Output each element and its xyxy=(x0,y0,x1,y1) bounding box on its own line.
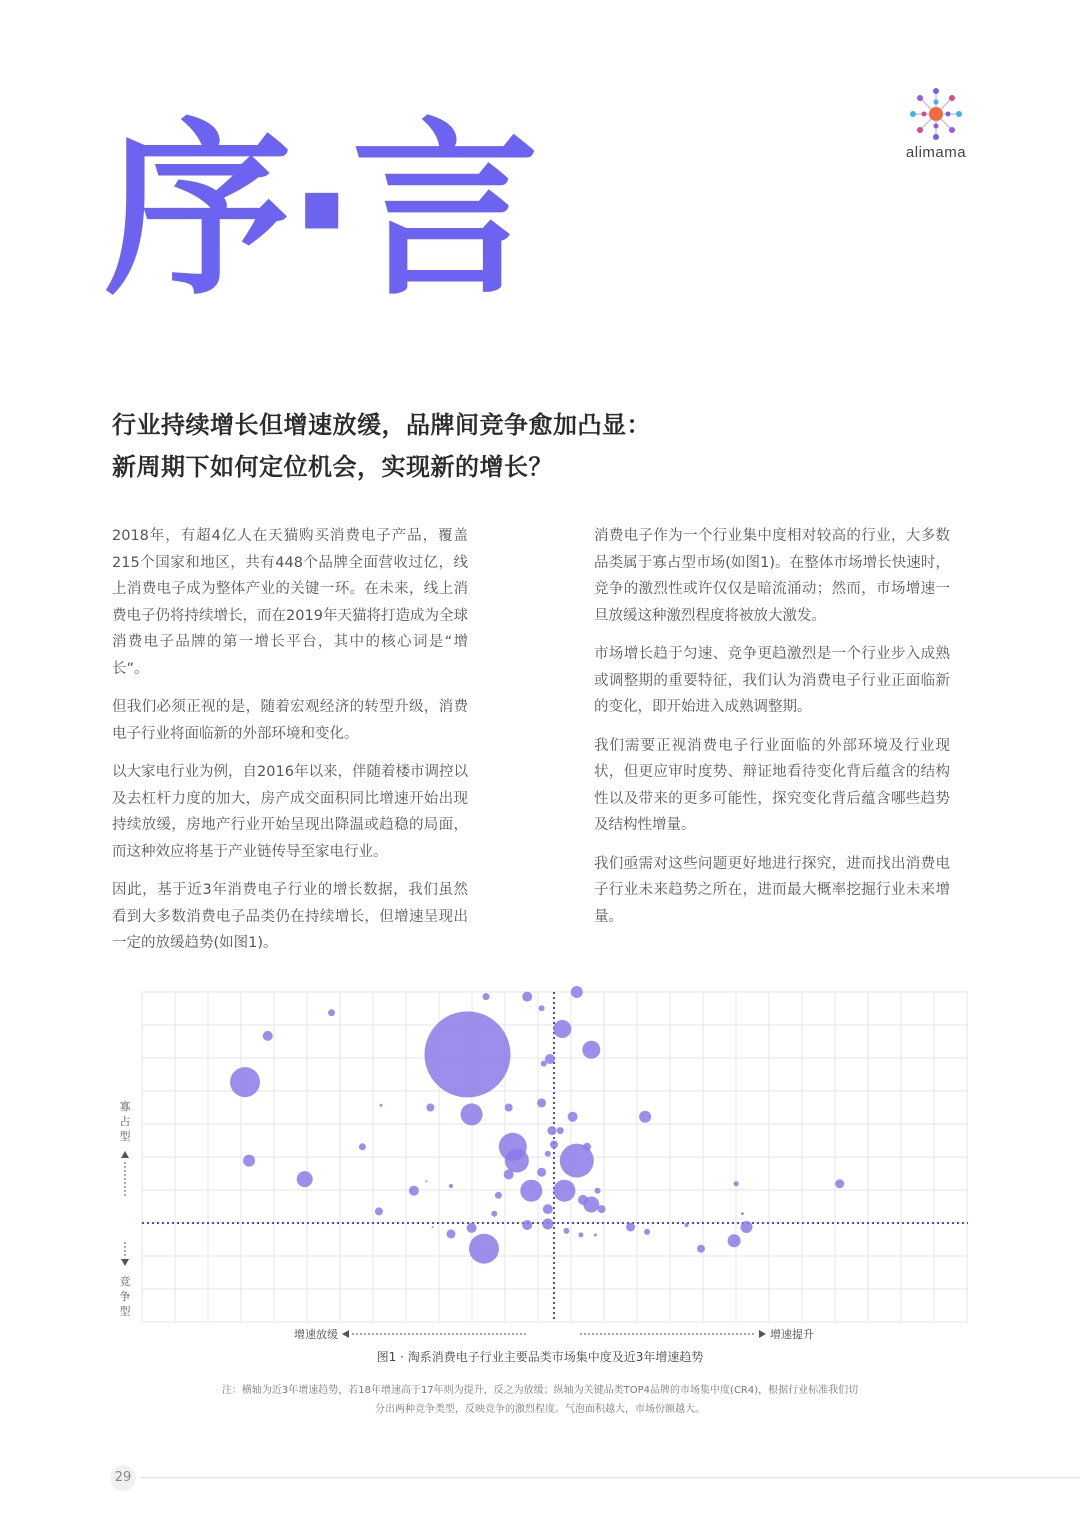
section-subtitle xyxy=(112,404,972,488)
data-bubble xyxy=(495,1192,502,1199)
data-bubble xyxy=(483,993,490,1000)
x-axis-label-left: 增速放缓 xyxy=(294,1328,338,1341)
paragraph: 但我们必须正视的是，随着宏观经济的转型升级，消费电子行业将面临新的外部环境和变化。 xyxy=(112,699,468,742)
data-bubble xyxy=(543,1204,553,1214)
y-arrow-up xyxy=(121,1151,129,1158)
data-bubble xyxy=(522,992,532,1002)
data-bubble xyxy=(598,1205,606,1213)
right-text-column xyxy=(594,523,950,942)
x-arrow-left xyxy=(342,1330,349,1338)
paragraph: 因此，基于近3年消费电子行业的增长数据，我们虽然看到大多数消费电子品类仍在持续增长，但增速呈现出一定的放缓趋势(如图1)。 xyxy=(112,882,468,951)
data-bubble xyxy=(359,1143,366,1150)
note-line-1: 注：横轴为近3年增速趋势，若18年增速高于17年则为提升，反之为放缓；纵轴为关键品类TOP4品牌的市场集中度(CR4)，根据行业标准我们切 xyxy=(221,1385,859,1396)
subtitle-line-1: 行业持续增长但增速放缓，品牌间竞争愈加凸显： xyxy=(112,411,651,439)
data-bubble xyxy=(563,1228,569,1234)
alimama-logo xyxy=(896,86,976,166)
data-bubble xyxy=(328,1009,335,1016)
bubble-chart xyxy=(112,980,978,1400)
molecule-logo-icon xyxy=(905,86,967,142)
data-bubble xyxy=(432,1226,434,1228)
data-bubble xyxy=(583,1143,591,1151)
data-bubble xyxy=(469,1234,499,1264)
x-axis-label-right: 增速提升 xyxy=(770,1328,814,1341)
data-bubble xyxy=(734,1181,739,1186)
data-bubble xyxy=(409,1186,419,1196)
data-bubble xyxy=(380,1104,383,1107)
data-bubble xyxy=(461,1103,483,1125)
data-bubble xyxy=(505,1104,513,1112)
data-bubble xyxy=(504,1170,514,1180)
data-bubble xyxy=(297,1171,313,1187)
left-text-column xyxy=(112,523,468,969)
data-bubble xyxy=(741,1221,753,1233)
data-bubble xyxy=(571,986,583,998)
footer-divider xyxy=(140,1477,1080,1478)
data-bubble xyxy=(425,1011,511,1097)
data-bubble xyxy=(375,1207,383,1215)
data-bubble xyxy=(728,1234,741,1247)
page-number: 29 xyxy=(110,1465,136,1491)
paragraph: 以大家电行业为例，自2016年以来，伴随着楼市调控以及去杠杆力度的加大，房产成交面积同比增速开始出现持续放缓，房地产行业开始呈现出降温或趋稳的局面，而这种效应将基于产业链传导至家电行业。 xyxy=(112,764,468,860)
data-bubble xyxy=(644,1229,650,1235)
data-bubble xyxy=(639,1111,651,1123)
chart-note xyxy=(200,1381,880,1419)
data-bubble xyxy=(685,1223,689,1227)
data-bubble xyxy=(520,1180,542,1202)
paragraph: 我们亟需对这些问题更好地进行探究，进而找出消费电子行业未来趋势之所在，进而最大概率挖掘行业未来增量。 xyxy=(594,855,950,925)
data-bubble xyxy=(550,1141,558,1149)
data-bubble xyxy=(522,1220,532,1230)
data-bubble xyxy=(542,1219,553,1230)
data-bubble xyxy=(467,1223,477,1233)
data-bubble xyxy=(741,1212,744,1215)
data-bubble xyxy=(539,1005,545,1011)
data-bubble xyxy=(835,1179,844,1188)
data-bubble xyxy=(505,1149,529,1173)
paragraph: 消费电子作为一个行业集中度相对较高的行业，大多数品类属于寡占型市场(如图1)。在整体市场增长快速时，竞争的激烈性或许仅仅是暗流涌动；然而，市场增速一旦放缓这种激烈程度将被放大激发。 xyxy=(594,528,950,624)
x-arrow-right xyxy=(759,1330,766,1338)
data-bubble xyxy=(263,1031,273,1041)
note-line-2: 分出两种竞争类型，反映竞争的激烈程度。气泡面积越大，市场份额越大。 xyxy=(375,1404,705,1415)
data-bubble xyxy=(578,1232,583,1237)
data-bubble xyxy=(553,1020,571,1038)
data-bubble xyxy=(491,1211,497,1217)
paragraph: 我们需要正视消费电子行业面临的外部环境及行业现状，但更应审时度势、辩证地看待变化背后蕴含的结构性以及带来的更多可能性，探究变化背后蕴含哪些趋势及结构性增量。 xyxy=(594,737,950,833)
data-bubble xyxy=(595,1188,601,1194)
data-bubble xyxy=(697,1245,705,1253)
bubble-chart-svg xyxy=(112,980,978,1350)
data-bubble xyxy=(426,1104,434,1112)
data-bubble xyxy=(449,1184,453,1188)
data-bubble xyxy=(583,1197,599,1213)
data-bubble xyxy=(557,1127,564,1134)
y-axis-label-bottom: 竞争型 xyxy=(119,1275,131,1318)
data-bubble xyxy=(594,1233,597,1236)
page-title: 序·言 xyxy=(104,102,534,321)
data-bubble xyxy=(541,1061,547,1067)
paragraph: 2018年，有超4亿人在天猫购买消费电子产品，覆盖215个国家和地区，共有448个品牌全面营收过亿，线上消费电子成为整体产业的关键一环。在未来，线上消费电子仍将持续增长，而在2019年天猫将打造成为全球消费电子品牌的第一增长平台，其中的核心词是“增长”。 xyxy=(112,528,468,677)
data-bubble xyxy=(568,1112,578,1122)
data-bubble xyxy=(553,1180,575,1202)
data-bubble xyxy=(447,1229,456,1238)
data-bubble xyxy=(425,1180,427,1182)
y-arrow-down xyxy=(121,1259,129,1266)
paragraph: 市场增长趋于匀速、竞争更趋激烈是一个行业步入成熟或调整期的重要特征，我们认为消费电子行业正面临新的变化，即开始进入成熟调整期。 xyxy=(594,646,950,715)
data-bubble xyxy=(547,1126,556,1135)
data-bubble xyxy=(626,1223,635,1232)
data-bubble xyxy=(582,1041,600,1059)
subtitle-line-2: 新周期下如何定位机会，实现新的增长？ xyxy=(112,453,553,481)
chart-caption: 图1 · 淘系消费电子行业主要品类市场集中度及近3年增速趋势 xyxy=(376,1350,704,1364)
logo-text: alimama xyxy=(905,144,967,161)
data-bubble xyxy=(243,1155,255,1167)
data-bubble xyxy=(537,1168,546,1177)
data-bubble xyxy=(545,1151,551,1157)
y-axis-label-top: 寡占型 xyxy=(119,1100,131,1143)
data-bubble xyxy=(537,1098,546,1107)
data-bubble xyxy=(230,1067,260,1097)
